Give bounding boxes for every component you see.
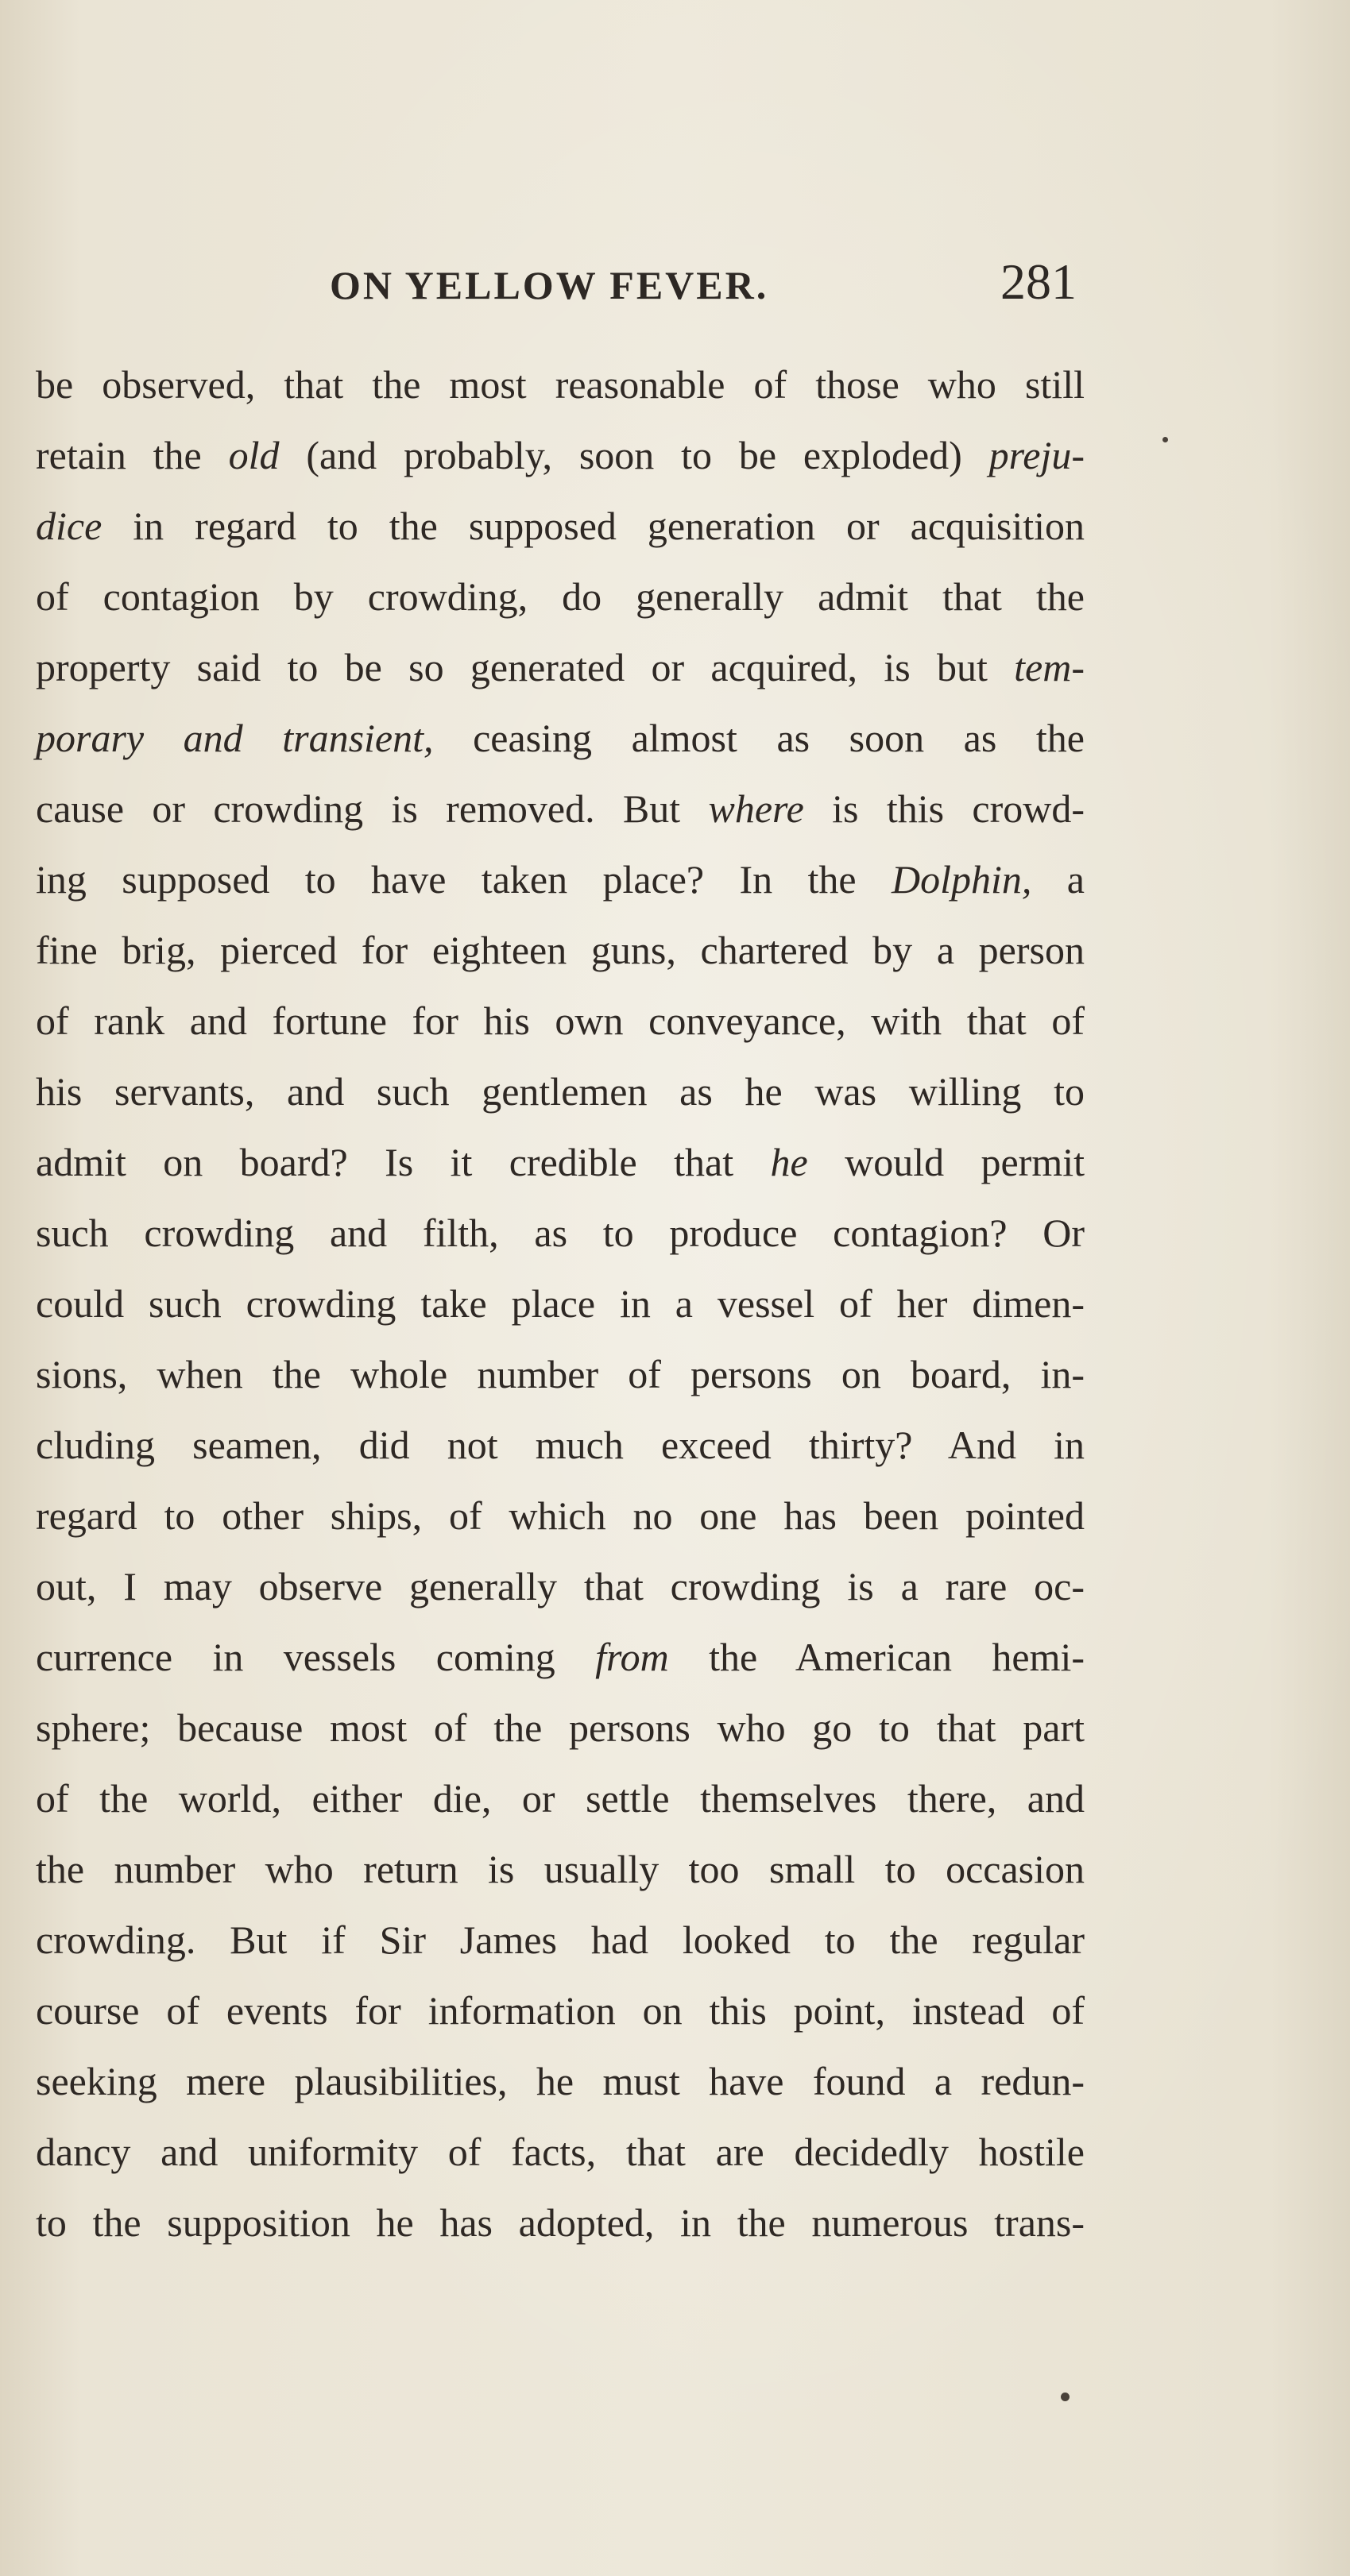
- running-head-title: ON YELLOW FEVER.: [330, 263, 769, 307]
- italic-text: where: [708, 786, 804, 831]
- text-line: [36, 350, 1085, 420]
- text-line: [36, 774, 1085, 844]
- text-line: [36, 1693, 1085, 1763]
- text-segment: cluding seamen, did not much exceed thirty? And in: [36, 1423, 1085, 1467]
- text-segment: to the supposition he has adopted, in the numerous trans-: [36, 2200, 1085, 2245]
- italic-text: Dolphin,: [892, 857, 1032, 902]
- text-line: [36, 1056, 1085, 1127]
- text-segment: (and probably, soon to be exploded): [279, 433, 989, 477]
- text-segment: a: [1031, 857, 1085, 902]
- text-segment: of contagion by crowding, do generally admit that the: [36, 574, 1085, 619]
- text-segment: admit on board? Is it credible that: [36, 1140, 771, 1184]
- text-segment: in regard to the supposed generation or acquisition: [102, 504, 1085, 548]
- text-line: [36, 2117, 1085, 2188]
- text-segment: such crowding and filth, as to produce contagion? Or: [36, 1211, 1085, 1255]
- text-segment: sphere; because most of the persons who go to that part: [36, 1705, 1085, 1750]
- text-line: [36, 1269, 1085, 1339]
- text-line: [36, 491, 1085, 562]
- text-line: [36, 562, 1085, 632]
- text-segment: regard to other ships, of which no one has been pointed: [36, 1493, 1085, 1538]
- italic-text: dice: [36, 504, 103, 548]
- text-segment: could such crowding take place in a vessel of her dimen-: [36, 1281, 1085, 1326]
- text-line: [36, 1622, 1085, 1693]
- text-segment: cause or crowding is removed. But: [36, 786, 709, 831]
- text-line: [36, 1551, 1085, 1622]
- text-segment: out, I may observe generally that crowding is a rare oc-: [36, 1564, 1085, 1609]
- page-number: 281: [1000, 253, 1077, 310]
- text-line: [36, 1127, 1085, 1198]
- text-segment: be observed, that the most reasonable of those who still: [36, 362, 1085, 407]
- text-segment: dancy and uniformity of facts, that are decidedly hostile: [36, 2130, 1085, 2174]
- italic-text: from: [595, 1635, 669, 1679]
- text-segment: the number who return is usually too small to occasion: [36, 1847, 1085, 1891]
- text-segment: seeking mere plausibilities, he must have found a redun-: [36, 2059, 1085, 2103]
- italic-text: he: [770, 1140, 808, 1184]
- text-line: [36, 2188, 1085, 2258]
- italic-text: porary and transient,: [36, 716, 434, 760]
- text-segment: is this crowd-: [803, 786, 1085, 831]
- text-line: [36, 1198, 1085, 1269]
- text-line: [36, 703, 1085, 774]
- text-line: [36, 2046, 1085, 2117]
- text-line: [36, 1763, 1085, 1834]
- text-segment: of rank and fortune for his own conveyance, with that of: [36, 998, 1085, 1043]
- text-line: [36, 1975, 1085, 2046]
- text-segment: course of events for information on this point, instead of: [36, 1988, 1085, 2033]
- text-segment: fine brig, pierced for eighteen guns, chartered by a person: [36, 928, 1085, 972]
- text-line: [36, 1410, 1085, 1481]
- text-segment: crowding. But if Sir James had looked to the regular: [36, 1918, 1085, 1962]
- text-segment: sions, when the whole number of persons on board, in-: [36, 1352, 1085, 1396]
- text-segment: ceasing almost as soon as the: [433, 716, 1085, 760]
- body-text: [36, 350, 1085, 2258]
- text-line: [36, 986, 1085, 1056]
- text-line: [36, 1481, 1085, 1551]
- text-line: [36, 1339, 1085, 1410]
- text-line: [36, 1905, 1085, 1975]
- text-line: [36, 915, 1085, 986]
- text-line: [36, 844, 1085, 915]
- text-segment: of the world, either die, or settle themselves there, and: [36, 1776, 1085, 1821]
- ink-speck: [1162, 437, 1168, 442]
- text-segment: the American hemi-: [668, 1635, 1085, 1679]
- text-segment: property said to be so generated or acquired, is but: [36, 645, 1015, 689]
- italic-text: old: [228, 433, 280, 477]
- text-segment: ing supposed to have taken place? In the: [36, 857, 892, 902]
- text-segment: retain the: [36, 433, 229, 477]
- text-segment: would permit: [807, 1140, 1085, 1184]
- text-line: [36, 1834, 1085, 1905]
- text-segment: currence in vessels coming: [36, 1635, 596, 1679]
- text-segment: his servants, and such gentlemen as he was willing to: [36, 1069, 1085, 1114]
- ink-speck: [1061, 2393, 1070, 2401]
- italic-text: preju-: [988, 433, 1085, 477]
- text-line: [36, 632, 1085, 703]
- italic-text: tem-: [1014, 645, 1085, 689]
- running-head: [36, 253, 1077, 316]
- text-line: [36, 420, 1085, 491]
